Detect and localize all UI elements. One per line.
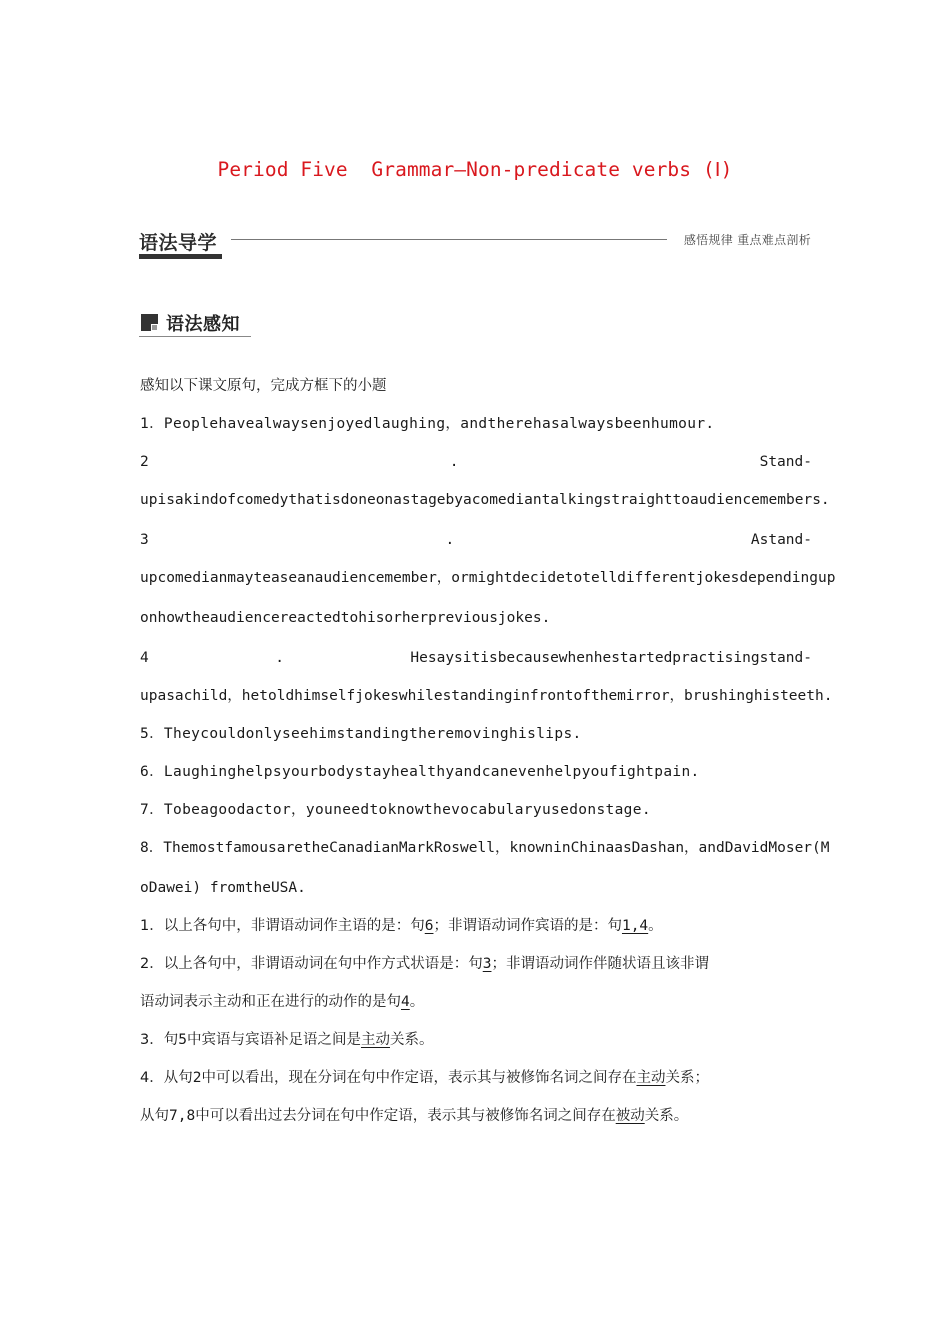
sentence-tail: Hesaysitisbecausewhenhestartedpractisingstand- bbox=[410, 650, 812, 666]
sentence-2-line-1 bbox=[140, 449, 812, 487]
sentence-5: 5．Theycouldonlyseehimstandingtheremovinghislips. bbox=[140, 726, 582, 742]
section-header bbox=[139, 310, 251, 338]
sentence-dot: . bbox=[445, 532, 455, 548]
page-title: Period Five Grammar—Non-predicate verbs (Ⅰ) bbox=[217, 158, 733, 181]
sentence-8-line-2: oDawei) fromtheUSA. bbox=[140, 880, 306, 896]
answer-blank: 1,4 bbox=[621, 918, 649, 934]
answer-blank: 4 bbox=[401, 994, 410, 1010]
sentence-3-line-1 bbox=[140, 527, 812, 565]
section-title: 语法感知 bbox=[166, 314, 240, 335]
sentence-tail: Stand- bbox=[759, 454, 812, 470]
intro-text: 感知以下课文原句，完成方框下的小题 bbox=[140, 378, 387, 394]
sentence-7: 7．Tobeagoodactor，youneedtoknowthevocabularyusedonstage. bbox=[140, 802, 651, 818]
sentence-3-line-2: upcomedianmayteaseanaudiencemember，ormightdecidetotelldifferentjokesdependingup bbox=[140, 570, 836, 586]
question-2-line-1: 2．以上各句中，非谓语动词在句中作方式状语是：句3；非谓语动词作伴随状语且该非谓 bbox=[140, 956, 709, 972]
sentence-dot: . bbox=[449, 454, 459, 470]
document-body bbox=[140, 373, 836, 1141]
banner-subtitle: 感悟规律 重点难点剖析 bbox=[683, 233, 811, 247]
answer-blank: 6 bbox=[424, 918, 434, 934]
banner-title: 语法导学 bbox=[139, 232, 218, 254]
question-3: 3．句5中宾语与宾语补足语之间是主动关系。 bbox=[140, 1032, 434, 1048]
sentence-1: 1．Peoplehavealwaysenjoyedlaughing，andtherehasalwaysbeenhumour. bbox=[140, 416, 715, 432]
sentence-3-line-3: onhowtheaudiencereactedtohisorherpreviousjokes. bbox=[140, 610, 551, 626]
sentence-dot: . bbox=[275, 650, 284, 666]
section-banner bbox=[139, 228, 811, 260]
answer-blank: 被动 bbox=[615, 1108, 645, 1124]
sentence-number: 4 bbox=[140, 650, 149, 666]
sentence-8-line-1: 8．ThemostfamousaretheCanadianMarkRoswell，knowninChinaasDashan，andDavidMoser(M bbox=[140, 840, 830, 856]
sentence-tail: Astand- bbox=[750, 532, 812, 548]
sentence-number: 2 bbox=[140, 454, 149, 470]
section-underline bbox=[139, 336, 251, 337]
sentence-4-line-2: upasachild，hetoldhimselfjokeswhilestandinginfrontofthemirror，brushinghisteeth. bbox=[140, 688, 833, 704]
question-1: 1．以上各句中，非谓语动词作主语的是：句6；非谓语动词作宾语的是：句1,4。 bbox=[140, 918, 663, 934]
banner-rule bbox=[231, 239, 667, 240]
sentence-6: 6．Laughinghelpsyourbodystayhealthyandcanevenhelpyoufightpain. bbox=[140, 764, 700, 780]
question-2-line-2: 语动词表示主动和正在进行的动作的是句4。 bbox=[140, 994, 425, 1010]
sentence-2-line-2: upisakindofcomedythatisdoneonastagebyacomediantalkingstraighttoaudiencemembers. bbox=[140, 492, 830, 508]
answer-blank: 主动 bbox=[636, 1070, 666, 1086]
banner-underline bbox=[139, 254, 222, 259]
question-4-line-1: 4．从句2中可以看出，现在分词在句中作定语，表示其与被修饰名词之间存在主动关系； bbox=[140, 1070, 709, 1086]
sentence-number: 3 bbox=[140, 532, 149, 548]
sentence-4-line-1 bbox=[140, 645, 812, 683]
answer-blank: 3 bbox=[482, 956, 492, 972]
square-bullet-icon bbox=[141, 314, 158, 331]
question-4-line-2: 从句7,8中可以看出过去分词在句中作定语，表示其与被修饰名词之间存在被动关系。 bbox=[140, 1108, 689, 1124]
answer-blank: 主动 bbox=[360, 1032, 390, 1048]
